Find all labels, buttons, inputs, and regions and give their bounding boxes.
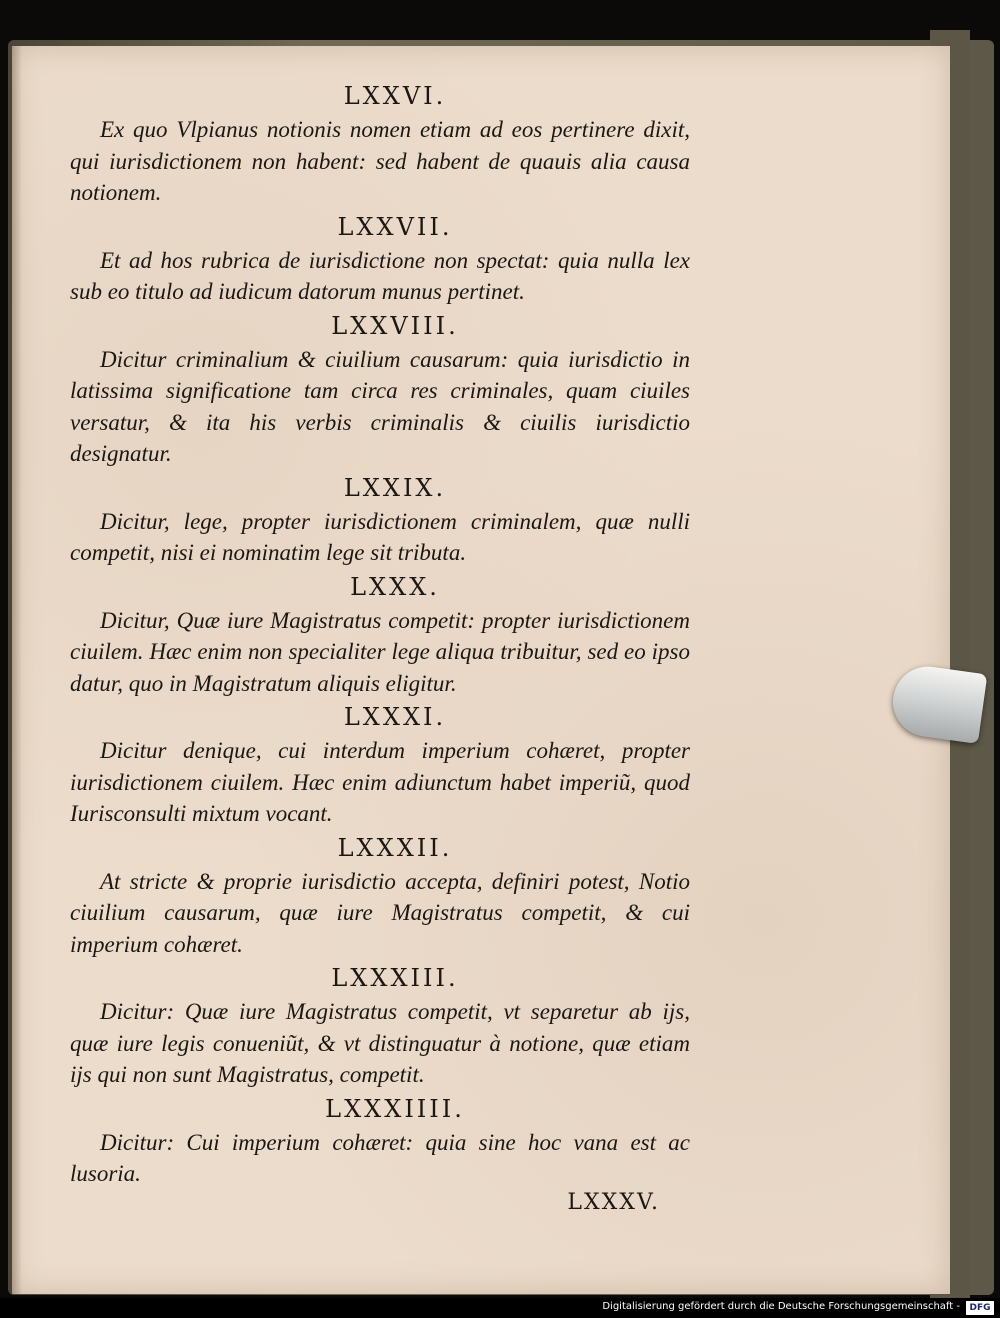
section-text: Dicitur, lege, propter iurisdictionem criminalem, quæ nulli competit, nisi ei nominatim lege sit tributa. [70, 508, 690, 565]
section-text: Ex quo Vlpianus notionis nomen etiam ad eos pertinere dixit, qui iurisdictionem non habent: sed habent de quauis alia causa notionem. [70, 117, 690, 205]
section-text: Dicitur: Cui imperium cohæret: quia sine hoc vana est ac lusoria. [70, 1129, 690, 1186]
section-numeral: LXXXIII. [331, 964, 459, 992]
section-text: At stricte & proprie iurisdictio accepta, definiri potest, Notio ciuilium causarum, quæ iure Magistratus competit, & cui imperium cohæret. [70, 868, 690, 957]
catchword: LXXXV. [567, 1189, 660, 1215]
section-text: Et ad hos rubrica de iurisdictione non spectat: quia nulla lex sub eo titulo ad iudicum datorum munus pertinet. [70, 247, 690, 304]
page-gutter-shadow [12, 46, 22, 1294]
section-numeral: LXXXIIII. [325, 1094, 465, 1123]
footer-credit: Digitalisierung gefördert durch die Deutsche Forschungsgemeinschaft - [602, 1301, 960, 1312]
section-numeral: LXXXI. [343, 703, 447, 731]
digitization-footer [0, 1298, 1000, 1318]
section-numeral: LXXVI. [343, 82, 447, 110]
section-text: Dicitur: Quæ iure Magistratus competit, vt separetur ab ijs, quæ iure legis conueniũt, & vt distinguatur à notione, quæ etiam ijs qui non sunt Magistratus, competit. [70, 999, 690, 1087]
page-text [70, 78, 690, 1215]
section-numeral: LXXX. [350, 572, 440, 601]
section-text: Dicitur denique, cui interdum imperium cohæret, propter iurisdictionem ciuilem. Hæc enim adiunctum habet imperiũ, quod Iurisconsulti mixtum vocant. [70, 738, 690, 826]
dfg-logo: DFG [966, 1301, 994, 1315]
section-numeral: LXXVIII. [331, 311, 459, 340]
catchword-row [70, 1190, 690, 1215]
section-text: Dicitur, Quæ iure Magistratus competit: propter iurisdictionem ciuilem. Hæc enim non specialiter lege aliqua tribuitur, sed eo ipso datur, quo in Magistratum aliquis eligitur. [70, 607, 690, 696]
section-text: Dicitur criminalium & ciuilium causarum: quia iurisdictio in latissima significatione tam circa res criminales, quam ciuiles versatur, & ita his verbis criminalis & ciuilis iurisdictio designatur. [70, 346, 690, 466]
section-numeral: LXXIX. [343, 473, 447, 502]
section-numeral: LXXVII. [337, 212, 453, 241]
section-numeral: LXXXII. [337, 833, 453, 862]
